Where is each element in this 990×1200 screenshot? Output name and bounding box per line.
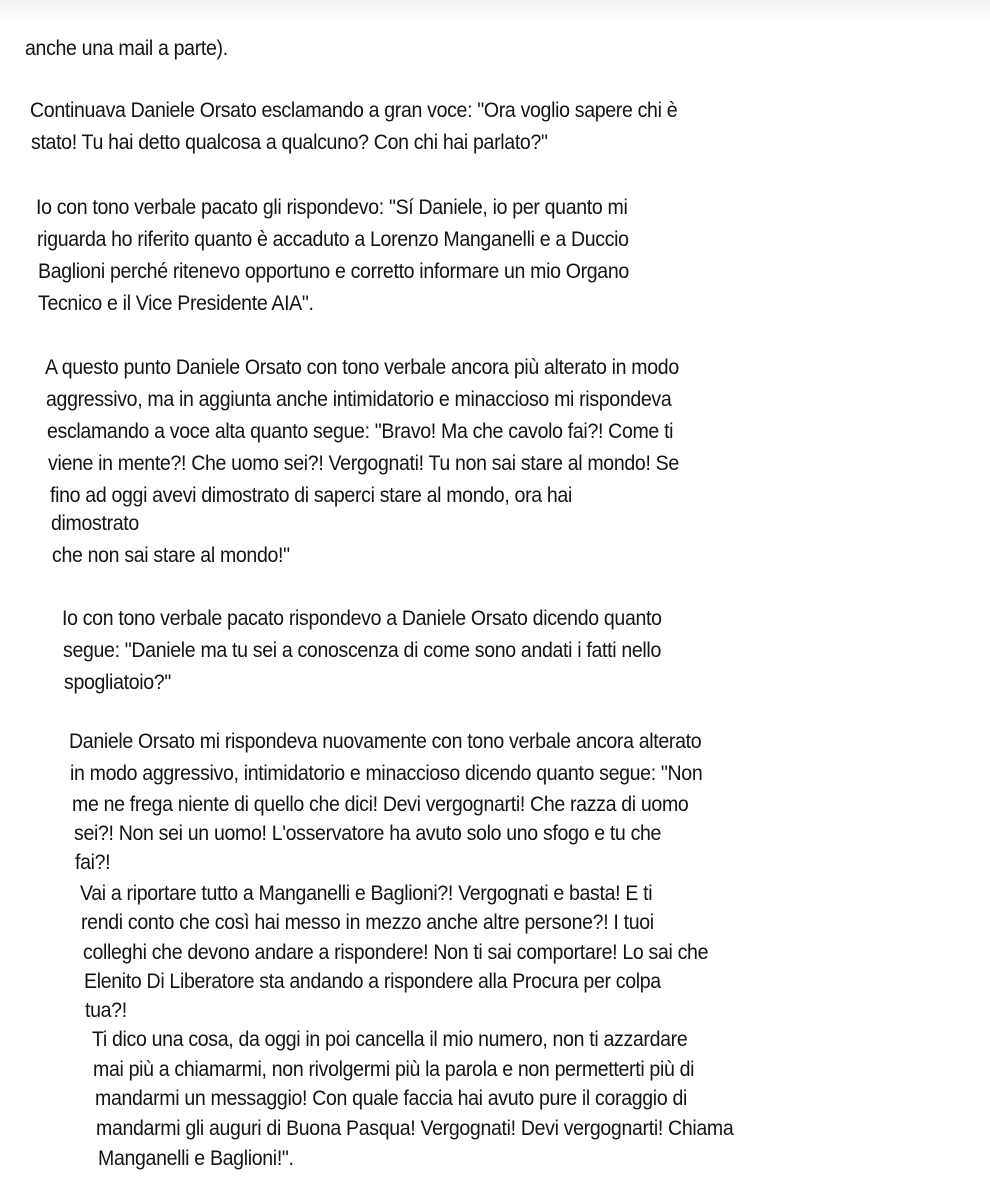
text-line: in modo aggressivo, intimidatorio e minaccioso dicendo quanto segue: "Non (70, 762, 703, 785)
text-line: spogliatoio?" (64, 671, 171, 694)
text-line: Io con tono verbale pacato rispondevo a Daniele Orsato dicendo quanto (62, 607, 662, 630)
text-line: dimostrato (51, 512, 139, 535)
text-line: viene in mente?! Che uomo sei?! Vergognati! Tu non sai stare al mondo! Se (48, 452, 679, 475)
text-line: Manganelli e Baglioni!". (98, 1147, 294, 1170)
text-line: anche una mail a parte). (25, 37, 228, 60)
text-line: colleghi che devono andare a rispondere! Non ti sai comportare! Lo sai che (83, 941, 709, 964)
scan-top-shadow (0, 0, 990, 24)
text-line: Tecnico e il Vice Presidente AIA". (38, 292, 314, 315)
text-line: mai più a chiamarmi, non rivolgermi più la parola e non permetterti più di (93, 1058, 695, 1081)
text-line: Elenito Di Liberatore sta andando a rispondere alla Procura per colpa (84, 970, 661, 993)
text-line: tua?! (85, 999, 127, 1022)
text-line: riguarda ho riferito quanto è accaduto a Lorenzo Manganelli e a Duccio (37, 228, 629, 251)
text-line: rendi conto che così hai messo in mezzo anche altre persone?! I tuoi (81, 911, 654, 934)
text-line: fai?! (75, 851, 111, 874)
text-line: che non sai stare al mondo!" (52, 544, 290, 567)
text-line: fino ad oggi avevi dimostrato di saperci stare al mondo, ora hai (50, 484, 572, 507)
text-line: Daniele Orsato mi rispondeva nuovamente con tono verbale ancora alterato (69, 730, 702, 753)
text-line: sei?! Non sei un uomo! L'osservatore ha avuto solo uno sfogo e tu che (74, 822, 662, 845)
text-line: Io con tono verbale pacato gli rispondevo: "Sí Daniele, io per quanto mi (36, 196, 628, 219)
text-line: Continuava Daniele Orsato esclamando a gran voce: "Ora voglio sapere chi è (30, 99, 678, 122)
text-line: Baglioni perché ritenevo opportuno e corretto informare un mio Organo (38, 260, 629, 283)
text-line: mandarmi un messaggio! Con quale faccia hai avuto pure il coraggio di (95, 1087, 688, 1110)
text-line: segue: "Daniele ma tu sei a conoscenza di come sono andati i fatti nello (63, 639, 661, 662)
text-line: stato! Tu hai detto qualcosa a qualcuno? Con chi hai parlato?" (31, 131, 548, 154)
text-line: mandarmi gli auguri di Buona Pasqua! Vergognati! Devi vergognarti! Chiama (96, 1117, 734, 1140)
text-line: A questo punto Daniele Orsato con tono verbale ancora più alterato in modo (45, 356, 679, 379)
text-line: aggressivo, ma in aggiunta anche intimidatorio e minaccioso mi rispondeva (46, 388, 672, 411)
text-line: Ti dico una cosa, da oggi in poi cancella il mio numero, non ti azzardare (92, 1028, 688, 1051)
text-line: esclamando a voce alta quanto segue: "Bravo! Ma che cavolo fai?! Come ti (47, 420, 674, 443)
text-line: me ne frega niente di quello che dici! Devi vergognarti! Che razza di uomo (72, 793, 689, 816)
text-line: Vai a riportare tutto a Manganelli e Baglioni?! Vergognati e basta! E ti (80, 882, 653, 905)
